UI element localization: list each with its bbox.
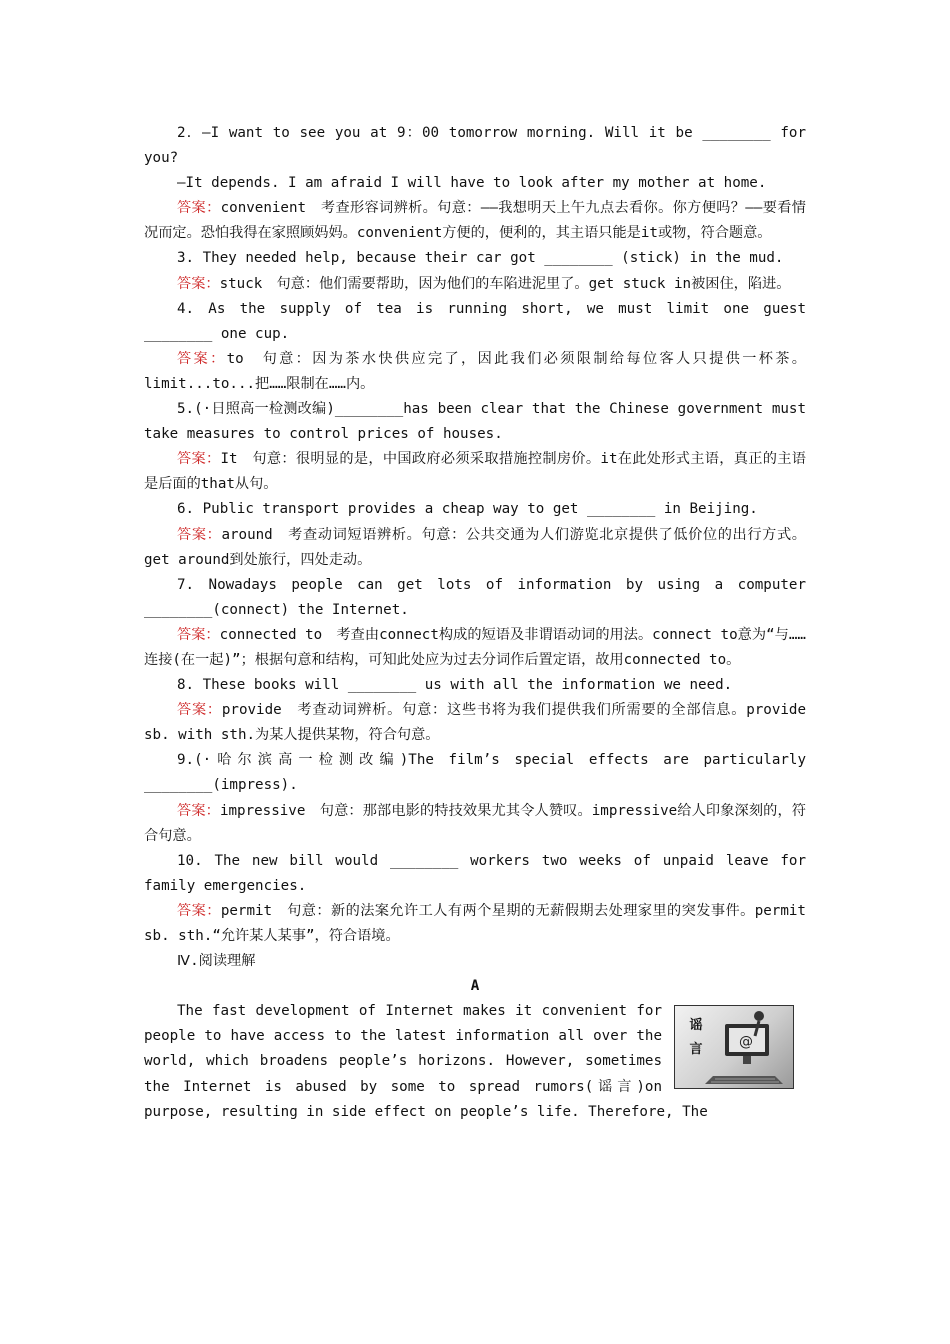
question-text: 2．—I want to see you at 9：00 tomorrow morning. Will it be ________ for you? <box>144 125 806 167</box>
question-text: 4. As the supply of tea is running short, we must limit one guest ________ one cup. <box>144 300 806 342</box>
passage-text: The fast development of Internet makes it convenient for people to have access to the latest information all over the world, which broadens people’s horizons. However, sometimes the Internet is abused by some to spread rumors(谣言)on purpose, resulting in side effect on people’s life. Therefore, The <box>144 1003 708 1120</box>
question-text: 7. Nowadays people can get lots of information by using a computer ________(connect) the Internet. <box>144 576 806 618</box>
question-text-reply: —It depends. I am afraid I will have to look after my mother at home. <box>177 175 767 192</box>
reading-passage <box>144 999 806 1124</box>
question-text: 9.(·哈尔滨高一检测改编)The film’s special effects are particularly ________(impress). <box>144 752 806 794</box>
answer-text: permit 句意：新的法案允许工人有两个星期的无薪假期去处理家里的突发事件。permit sb. sth.“允许某人某事”，符合语境。 <box>144 902 806 944</box>
section-heading: Ⅳ.阅读理解 <box>177 953 256 970</box>
document-page <box>144 121 806 1125</box>
answer-label: 答案： <box>177 802 220 819</box>
svg-text:@: @ <box>739 1034 753 1051</box>
question-10 <box>144 849 806 949</box>
question-2 <box>144 121 806 246</box>
answer <box>144 523 806 573</box>
answer-label: 答案： <box>177 626 220 643</box>
answer <box>144 899 806 949</box>
answer-text: It 句意：很明显的是，中国政府必须采取措施控制房价。it在此处形式主语，真正的主语是后面的that从句。 <box>144 451 806 493</box>
answer-text: provide 考查动词辨析。句意：这些书将为我们提供我们所需要的全部信息。provide sb. with sth.为某人提供某物，符合句意。 <box>144 702 806 744</box>
answer-text: connected to 考查由connect构成的短语及非谓语动词的用法。connect to意为“与……连接(在一起)”；根据句意和结构，可知此处应为过去分词作后置定语，故用connected to。 <box>144 626 806 668</box>
answer-label: 答案： <box>177 200 221 217</box>
question-8 <box>144 673 806 748</box>
answer-label: 答案： <box>177 350 227 367</box>
answer <box>144 196 806 246</box>
question-6 <box>144 497 806 572</box>
answer-label: 答案： <box>177 702 222 719</box>
answer-text: around 考查动词短语辨析。句意：公共交通为人们游览北京提供了低价位的出行方式。get around到处旅行，四处走动。 <box>144 526 806 568</box>
answer-text: convenient 考查形容词辨析。句意：——我想明天上午九点去看你。你方便吗？——要看情况而定。恐怕我得在家照顾妈妈。convenient方便的，便利的，其主语只能是it或物，符合题意。 <box>144 200 806 242</box>
answer <box>144 272 806 297</box>
question-text: 3. They needed help, because their car got ________ (stick) in the mud. <box>177 250 784 267</box>
caption-char: 谣 <box>689 1018 703 1034</box>
answer <box>144 623 806 673</box>
answer <box>144 698 806 748</box>
question-text: 5.(·日照高一检测改编)________has been clear that the Chinese government must take measures to control prices of houses. <box>144 401 806 443</box>
answer <box>144 447 806 497</box>
answer-text: to 句意：因为茶水快供应完了，因此我们必须限制给每位客人只提供一杯茶。limit...to...把……限制在……内。 <box>144 350 806 392</box>
question-text: 6. Public transport provides a cheap way to get ________ in Beijing. <box>177 501 758 518</box>
question-4 <box>144 297 806 397</box>
question-text: 10. The new bill would ________ workers two weeks of unpaid leave for family emergencies. <box>144 852 806 894</box>
question-5 <box>144 397 806 497</box>
answer-label: 答案： <box>177 526 222 543</box>
answer <box>144 347 806 397</box>
answer-text: stuck 句意：他们需要帮助，因为他们的车陷进泥里了。get stuck in被困住，陷进。 <box>219 275 791 292</box>
question-7 <box>144 573 806 673</box>
part-heading: A <box>470 978 480 995</box>
answer <box>144 799 806 849</box>
rumor-illustration <box>674 1005 794 1089</box>
answer-label: 答案： <box>177 275 220 292</box>
question-9 <box>144 748 806 848</box>
answer-label: 答案： <box>177 451 221 468</box>
question-text: 8. These books will ________ us with all the information we need. <box>177 677 733 694</box>
answer-label: 答案： <box>177 902 221 919</box>
answer-text: impressive 句意：那部电影的特技效果尤其令人赞叹。impressive给人印象深刻的，符合句意。 <box>144 802 806 844</box>
caption-char: 言 <box>689 1042 703 1058</box>
computer-icon <box>675 1006 793 1088</box>
question-3 <box>144 246 806 296</box>
